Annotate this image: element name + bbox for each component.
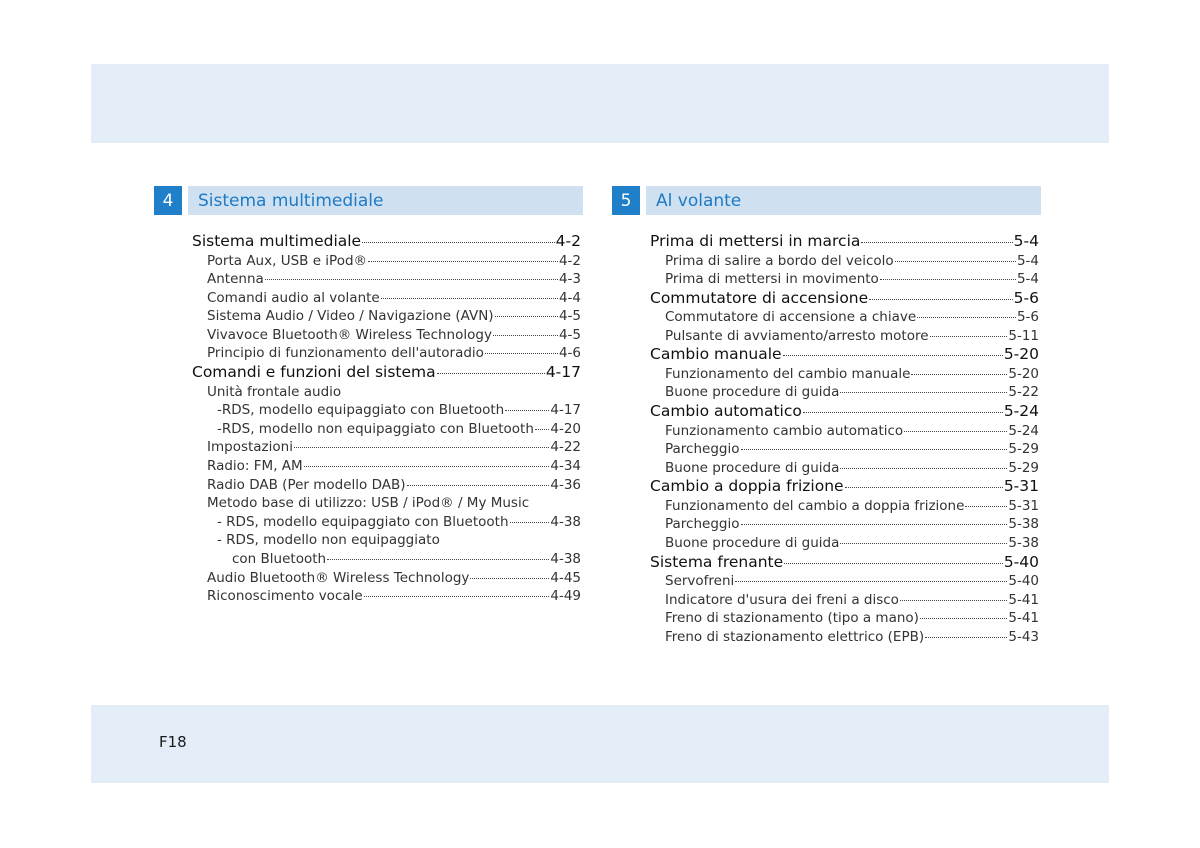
toc-entry[interactable] xyxy=(192,383,581,402)
dot-leader xyxy=(880,279,1016,280)
toc-entry-page: 5-6 xyxy=(1016,309,1039,326)
dot-leader xyxy=(495,316,558,317)
toc-entry[interactable] xyxy=(650,402,1039,422)
dot-leader xyxy=(437,373,545,374)
section-title: Sistema multimediale xyxy=(188,186,583,215)
toc-entry-label: Sistema frenante xyxy=(650,552,784,571)
toc-entry[interactable] xyxy=(650,232,1039,252)
dot-leader xyxy=(965,506,1007,507)
dot-leader xyxy=(784,563,1003,564)
toc-entry-page: 5-22 xyxy=(1008,384,1039,401)
dot-leader xyxy=(917,317,1016,318)
dot-leader xyxy=(803,412,1003,413)
dot-leader xyxy=(930,336,1008,337)
toc-entry-label: Freno di stazionamento (tipo a mano) xyxy=(665,610,919,627)
toc-entry[interactable] xyxy=(192,587,581,606)
toc-entry-label: Audio Bluetooth® Wireless Technology xyxy=(207,569,470,586)
toc-entry-page: 4-45 xyxy=(550,569,581,586)
dot-leader xyxy=(840,468,1007,469)
dot-leader xyxy=(735,581,1007,582)
toc-entry-label: Cambio manuale xyxy=(650,345,782,364)
toc-entry-page: 4-5 xyxy=(558,326,581,343)
toc-entry-label: - RDS, modello non equipaggiato xyxy=(217,532,440,549)
toc-entry-page: 5-31 xyxy=(1003,477,1039,496)
toc-entry-label: Riconoscimento vocale xyxy=(207,588,363,605)
dot-leader xyxy=(304,466,550,467)
toc-entry[interactable] xyxy=(650,422,1039,441)
toc-entry-page: 5-29 xyxy=(1008,441,1039,458)
toc-entry[interactable] xyxy=(650,327,1039,346)
toc-entry[interactable] xyxy=(650,591,1039,610)
toc-entry[interactable] xyxy=(192,326,581,345)
toc-entry-label: Parcheggio xyxy=(665,441,740,458)
toc-entry[interactable] xyxy=(192,494,581,513)
toc-entry-page: 4-3 xyxy=(558,271,581,288)
toc-entry[interactable] xyxy=(650,609,1039,628)
dot-leader xyxy=(895,261,1016,262)
toc-entry-page: 5-4 xyxy=(1013,232,1039,250)
dot-leader xyxy=(505,410,549,411)
toc-entry[interactable] xyxy=(192,270,581,289)
dot-leader xyxy=(368,261,558,262)
toc-entry-page: 5-20 xyxy=(1008,365,1039,382)
dot-leader xyxy=(485,353,558,354)
dot-leader xyxy=(510,522,550,523)
toc-entry[interactable] xyxy=(650,383,1039,402)
toc-entry[interactable] xyxy=(192,569,581,588)
toc-entry-page: 4-36 xyxy=(550,476,581,493)
toc-entry[interactable] xyxy=(192,457,581,476)
toc-entry[interactable] xyxy=(650,497,1039,516)
dot-leader xyxy=(869,299,1013,300)
toc-entry-label: Prima di salire a bordo del veicolo xyxy=(665,252,894,269)
toc-entry[interactable] xyxy=(650,345,1039,365)
toc-entry[interactable] xyxy=(192,307,581,326)
toc-entry-label: -RDS, modello equipaggiato con Bluetooth xyxy=(217,402,505,419)
toc-entry[interactable] xyxy=(192,531,581,550)
toc-entry-page: 4-2 xyxy=(558,252,581,269)
toc-entry-label: Indicatore d'usura dei freni a disco xyxy=(665,591,899,608)
toc-entry-page: 4-17 xyxy=(550,402,581,419)
toc-entry-label: Comandi audio al volante xyxy=(207,289,380,306)
toc-entry[interactable] xyxy=(650,534,1039,553)
dot-leader xyxy=(840,543,1007,544)
toc-entry-label: Freno di stazionamento elettrico (EPB) xyxy=(665,628,925,645)
dot-leader xyxy=(911,374,1007,375)
toc-entry-label: Commutatore di accensione a chiave xyxy=(665,309,917,326)
toc-entry-label: Funzionamento del cambio a doppia frizione xyxy=(665,497,965,514)
dot-leader xyxy=(741,449,1008,450)
toc-entry-page: 4-17 xyxy=(545,363,581,382)
top-band xyxy=(91,64,1109,143)
dot-leader xyxy=(327,559,549,560)
toc-entry-label: Funzionamento cambio automatico xyxy=(665,422,904,439)
toc-entry-page: 4-34 xyxy=(550,457,581,474)
toc-entry[interactable] xyxy=(650,270,1039,289)
toc-entry[interactable] xyxy=(650,628,1039,647)
toc-entry[interactable] xyxy=(192,344,581,363)
toc-entry-label: Comandi e funzioni del sistema xyxy=(192,363,436,382)
toc-entry-page: 5-40 xyxy=(1008,573,1039,590)
toc-entry-page: 5-24 xyxy=(1008,422,1039,439)
page-number: F18 xyxy=(159,733,187,751)
dot-leader xyxy=(840,392,1007,393)
toc-entry-label: Antenna xyxy=(207,271,264,288)
dot-leader xyxy=(364,596,550,597)
toc-entry-label: Sistema Audio / Video / Navigazione (AVN) xyxy=(207,308,494,325)
toc-entry[interactable] xyxy=(192,476,581,495)
toc-entry[interactable] xyxy=(650,459,1039,478)
toc-entry[interactable] xyxy=(192,289,581,308)
toc-entry-page: 5-41 xyxy=(1008,610,1039,627)
toc-entry-page: 5-11 xyxy=(1008,327,1039,344)
toc-entry-label: Radio DAB (Per modello DAB) xyxy=(207,476,406,493)
toc-entry-page: 4-4 xyxy=(558,289,581,306)
toc-entry-page: 5-4 xyxy=(1016,271,1039,288)
toc-entry[interactable] xyxy=(650,440,1039,459)
toc-entry-page: 4-6 xyxy=(558,345,581,362)
toc-entry-page: 5-40 xyxy=(1003,552,1039,571)
toc-entry-label: Prima di mettersi in movimento xyxy=(665,271,879,288)
toc-entry-page: 5-43 xyxy=(1008,628,1039,645)
toc-entry-page: 4-20 xyxy=(550,420,581,437)
toc-entry-label: Porta Aux, USB e iPod® xyxy=(207,252,368,269)
toc-entry[interactable] xyxy=(650,553,1039,573)
dot-leader xyxy=(381,298,558,299)
toc-entry-page: 5-24 xyxy=(1003,402,1039,421)
toc-entry-label: Cambio a doppia frizione xyxy=(650,477,844,496)
toc-entry-page: 5-41 xyxy=(1008,591,1039,608)
bottom-band xyxy=(91,705,1109,783)
toc-entry-page: 5-29 xyxy=(1008,459,1039,476)
dot-leader xyxy=(493,335,558,336)
dot-leader xyxy=(294,447,549,448)
toc-entry-label: Vivavoce Bluetooth® Wireless Technology xyxy=(207,326,492,343)
toc-entry[interactable] xyxy=(192,550,581,569)
toc-entry[interactable] xyxy=(650,308,1039,327)
section-number-badge: 5 xyxy=(612,186,640,215)
section-number-badge: 4 xyxy=(154,186,182,215)
toc-entry[interactable] xyxy=(192,252,581,271)
toc-entry-label: Unità frontale audio xyxy=(207,383,342,400)
section-4-toc xyxy=(192,232,581,606)
dot-leader xyxy=(535,429,549,430)
dot-leader xyxy=(407,485,550,486)
toc-entry-label: con Bluetooth xyxy=(232,550,327,567)
toc-entry-label: Buone procedure di guida xyxy=(665,384,840,401)
toc-entry-page: 5-20 xyxy=(1003,345,1039,364)
toc-entry-page: 4-5 xyxy=(558,308,581,325)
toc-entry[interactable] xyxy=(650,572,1039,591)
toc-entry-label: Buone procedure di guida xyxy=(665,535,840,552)
toc-entry[interactable] xyxy=(192,438,581,457)
dot-leader xyxy=(920,618,1007,619)
toc-entry-label: Parcheggio xyxy=(665,516,740,533)
toc-entry-page: 4-22 xyxy=(550,439,581,456)
toc-entry[interactable] xyxy=(192,401,581,420)
toc-entry[interactable] xyxy=(650,477,1039,497)
toc-entry-page: 5-38 xyxy=(1008,516,1039,533)
toc-entry-label: Pulsante di avviamento/arresto motore xyxy=(665,327,929,344)
dot-leader xyxy=(741,524,1008,525)
toc-entry-label: Radio: FM, AM xyxy=(207,457,303,474)
toc-entry-label: Impostazioni xyxy=(207,439,293,456)
toc-entry-label: Metodo base di utilizzo: USB / iPod® / My Music xyxy=(207,495,530,512)
dot-leader xyxy=(362,242,555,243)
toc-entry[interactable] xyxy=(650,365,1039,384)
toc-entry-label: Funzionamento del cambio manuale xyxy=(665,365,911,382)
toc-entry-label: - RDS, modello equipaggiato con Bluetooth xyxy=(217,513,509,530)
toc-entry-page: 5-31 xyxy=(1008,497,1039,514)
section-title: Al volante xyxy=(646,186,1041,215)
dot-leader xyxy=(925,637,1007,638)
toc-entry[interactable] xyxy=(650,515,1039,534)
toc-entry-page: 5-38 xyxy=(1008,535,1039,552)
section-5-header[interactable] xyxy=(612,186,1041,215)
dot-leader xyxy=(845,487,1003,488)
dot-leader xyxy=(470,578,549,579)
toc-entry[interactable] xyxy=(192,232,581,252)
section-4-header[interactable] xyxy=(154,186,583,215)
toc-entry[interactable] xyxy=(192,513,581,532)
toc-entry-page: 5-4 xyxy=(1016,252,1039,269)
toc-entry[interactable] xyxy=(650,252,1039,271)
toc-entry[interactable] xyxy=(192,420,581,439)
toc-entry-page: 4-38 xyxy=(550,513,581,530)
dot-leader xyxy=(783,355,1003,356)
toc-entry-label: Commutatore di accensione xyxy=(650,288,869,307)
toc-entry-label: Cambio automatico xyxy=(650,402,802,421)
toc-entry-label: Principio di funzionamento dell'autoradio xyxy=(207,345,484,362)
toc-entry-page: 4-49 xyxy=(550,588,581,605)
section-5-toc xyxy=(650,232,1039,647)
toc-entry-page: 5-6 xyxy=(1013,288,1039,307)
toc-entry[interactable] xyxy=(192,363,581,383)
toc-entry-page: 4-38 xyxy=(550,550,581,567)
dot-leader xyxy=(861,242,1012,243)
toc-entry[interactable] xyxy=(650,289,1039,309)
toc-entry-label: Buone procedure di guida xyxy=(665,459,840,476)
toc-entry-label: -RDS, modello non equipaggiato con Bluetooth xyxy=(217,420,534,437)
toc-entry-page: 4-2 xyxy=(555,232,581,250)
dot-leader xyxy=(904,431,1007,432)
dot-leader xyxy=(265,279,558,280)
toc-entry-label: Servofreni xyxy=(665,573,735,590)
toc-entry-label: Sistema multimediale xyxy=(192,232,362,250)
dot-leader xyxy=(900,600,1007,601)
toc-entry-label: Prima di mettersi in marcia xyxy=(650,232,861,250)
